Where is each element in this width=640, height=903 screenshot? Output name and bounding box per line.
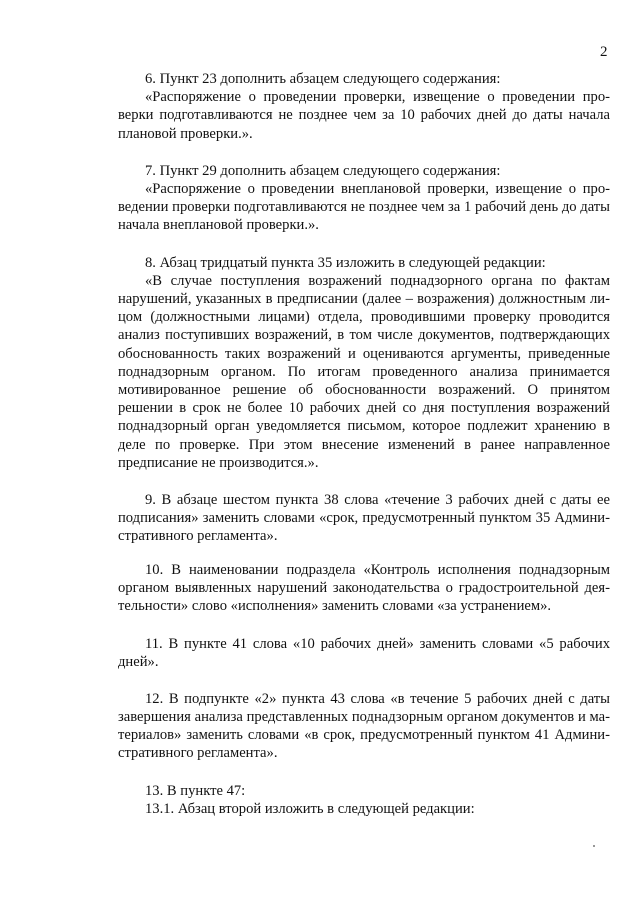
- document-body: [118, 70, 610, 837]
- item-8-heading: 8. Абзац тридцатый пункта 35 изложить в следующей редакции:: [145, 254, 546, 271]
- item-13-1-text: 13.1. Абзац второй изложить в следующей редакции:: [145, 800, 475, 817]
- item-7-heading: 7. Пункт 29 дополнить абзацем следующего содержания:: [145, 162, 501, 179]
- item-7-quote: «Распоряжение о проведении внеплановой проверки, извещение о проведении проверки подготавливаются не позднее чем за 1 рабочий день до даты начала внеплановой проверки.».: [118, 181, 610, 234]
- page-number: 2: [600, 44, 608, 60]
- amendment-item-9: [118, 491, 610, 546]
- item-12-text: 12. В подпункте «2» пункта 43 слова «в течение 5 рабочих дней с даты завершения анализа представленных поднадзорным органом документов и материалов» заменить словами «в срок, предусмотренный пунктом 41 Административного регламента».: [118, 690, 610, 762]
- amendment-item-7: [118, 162, 610, 235]
- item-10-text: 10. В наименовании подраздела «Контроль исполнения поднадзорным органом выявленных нарушений законодательства о градостроительной деятельности» слово «исполнения» заменить словами «за устранением».: [118, 561, 610, 615]
- item-6-heading: 6. Пункт 23 дополнить абзацем следующего содержания:: [145, 71, 501, 87]
- amendment-item-10: [118, 561, 610, 616]
- amendment-item-11: [118, 635, 610, 671]
- scan-speck: [593, 845, 595, 847]
- amendment-item-6: [118, 70, 610, 143]
- amendment-item-13: [118, 782, 610, 818]
- item-6-quote: «Распоряжение о проведении проверки, извещение о проведении проверки подготавливаются не позднее чем за 10 рабочих дней до даты начала плановой проверки.».: [118, 89, 610, 142]
- item-9-text: 9. В абзаце шестом пункта 38 слова «течение 3 рабочих дней с даты ее подписания» заменить словами «срок, предусмотренный пунктом 35 Административного регламента».: [118, 492, 610, 545]
- amendment-item-12: [118, 690, 610, 763]
- item-11-text: 11. В пункте 41 слова «10 рабочих дней» заменить словами «5 рабочих дней».: [118, 636, 610, 671]
- amendment-item-8: [118, 254, 610, 472]
- item-8-quote: «В случае поступления возражений поднадзорного органа по фактам нарушений, указанных в предписании (далее – возражения) должностным лицом (должностными лицами) отдела, проводившими проверку проводится анализ поступивших возражений, в том числе документов, подтверждающих обоснованность таких возражений и оцениваются аргументы, приведенные поднадзорным органом. По итогам проведенного анализа принимается мотивированное решение об обоснованности возражений. О принятом решении в срок не более 10 рабочих дней со дня поступления возражений поднадзорный орган уведомляется письмом, которое подлежит хранению в деле по проверке. При этом внесение изменений в ранее направленное предписание не производится.».: [118, 272, 610, 471]
- item-13-heading: 13. В пункте 47:: [145, 782, 246, 799]
